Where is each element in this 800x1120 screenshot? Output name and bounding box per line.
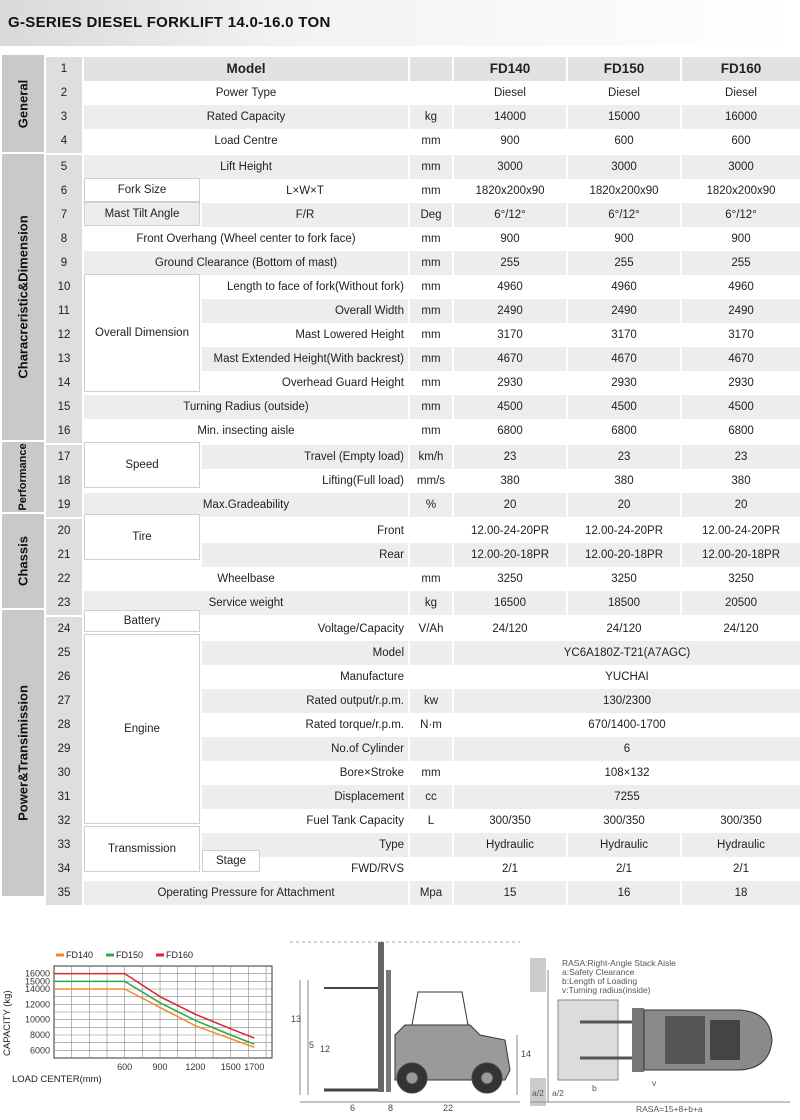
value-fd150: 6800 bbox=[568, 419, 680, 443]
row-number: 22 bbox=[46, 567, 82, 591]
value-fd160: 4960 bbox=[682, 275, 800, 299]
value-fd140: 6°/12° bbox=[454, 203, 566, 227]
legend-label: FD150 bbox=[116, 950, 143, 960]
value-fd150: 16 bbox=[568, 881, 680, 905]
unit-label: mm bbox=[410, 227, 452, 251]
row-number: 11 bbox=[46, 299, 82, 323]
section-characteristic bbox=[2, 154, 44, 440]
section-label: Power&Transimission bbox=[16, 685, 31, 821]
value-fd160: 23 bbox=[682, 445, 800, 469]
group-stage: Stage bbox=[202, 850, 260, 872]
unit-label bbox=[410, 833, 452, 857]
group-tire: Tire bbox=[84, 514, 200, 560]
parameter-label: F/R bbox=[202, 203, 408, 227]
row-number: 23 bbox=[46, 591, 82, 615]
row-number: 24 bbox=[46, 617, 82, 641]
dim-label: v bbox=[652, 1078, 657, 1088]
unit-label bbox=[410, 857, 452, 881]
section-chassis bbox=[2, 514, 44, 608]
value-fd160: 24/120 bbox=[682, 617, 800, 641]
parameter-label: Mast Lowered Height bbox=[202, 323, 408, 347]
unit-label: mm bbox=[410, 419, 452, 443]
value-fd140: 2/1 bbox=[454, 857, 566, 881]
diagram-note: a:Safety Clearance bbox=[562, 967, 635, 977]
parameter-label: Travel (Empty load) bbox=[202, 445, 408, 469]
spec-row bbox=[46, 81, 800, 105]
parameter-label: Model bbox=[202, 641, 408, 665]
row-number: 13 bbox=[46, 347, 82, 371]
dim-label: 8 bbox=[388, 1103, 393, 1113]
row-number: 31 bbox=[46, 785, 82, 809]
value-fd140: 900 bbox=[454, 129, 566, 153]
parameter-label: Displacement bbox=[202, 785, 408, 809]
model-fd160: FD160 bbox=[682, 57, 800, 81]
value-fd160: 4500 bbox=[682, 395, 800, 419]
unit-label bbox=[410, 641, 452, 665]
shared-value: 108×132 bbox=[454, 761, 800, 785]
spec-row bbox=[46, 105, 800, 129]
group-speed: Speed bbox=[84, 442, 200, 488]
section-label: General bbox=[16, 79, 31, 127]
parameter-label: Voltage/Capacity bbox=[202, 617, 408, 641]
y-tick-label: 6000 bbox=[30, 1045, 50, 1055]
row-number: 33 bbox=[46, 833, 82, 857]
unit-label: mm bbox=[410, 395, 452, 419]
parameter-label: Power Type bbox=[84, 81, 408, 105]
value-fd160: 20 bbox=[682, 493, 800, 517]
legend-label: FD140 bbox=[66, 950, 93, 960]
unit-label: kg bbox=[410, 105, 452, 129]
spec-row bbox=[46, 419, 800, 443]
parameter-label: Lift Height bbox=[84, 155, 408, 179]
group-engine: Engine bbox=[84, 634, 200, 824]
value-fd140: 16500 bbox=[454, 591, 566, 615]
value-fd140: 3170 bbox=[454, 323, 566, 347]
value-fd140: 4500 bbox=[454, 395, 566, 419]
value-fd160: 18 bbox=[682, 881, 800, 905]
unit-label: mm/s bbox=[410, 469, 452, 493]
value-fd140: 300/350 bbox=[454, 809, 566, 833]
dim-label: a/2 bbox=[552, 1088, 564, 1098]
row-number: 30 bbox=[46, 761, 82, 785]
value-fd140: 900 bbox=[454, 227, 566, 251]
unit-label: mm bbox=[410, 761, 452, 785]
unit-label bbox=[410, 519, 452, 543]
spec-row bbox=[46, 227, 800, 251]
parameter-label: Fuel Tank Capacity bbox=[202, 809, 408, 833]
value-fd150: 255 bbox=[568, 251, 680, 275]
parameter-label: Rated Capacity bbox=[84, 105, 408, 129]
row-number: 27 bbox=[46, 689, 82, 713]
value-fd160: 6°/12° bbox=[682, 203, 800, 227]
parameter-label: Min. insecting aisle bbox=[84, 419, 408, 443]
value-fd140: 2930 bbox=[454, 371, 566, 395]
row-number: 25 bbox=[46, 641, 82, 665]
parameter-label: Overhead Guard Height bbox=[202, 371, 408, 395]
value-fd150: 4670 bbox=[568, 347, 680, 371]
x-tick-label: 900 bbox=[153, 1062, 168, 1072]
row-number: 6 bbox=[46, 179, 82, 203]
x-tick-label: 1200 bbox=[185, 1062, 205, 1072]
unit-label: Deg bbox=[410, 203, 452, 227]
row-number: 18 bbox=[46, 469, 82, 493]
value-fd140: Diesel bbox=[454, 81, 566, 105]
parameter-label: Turning Radius (outside) bbox=[84, 395, 408, 419]
unit-label: L bbox=[410, 809, 452, 833]
unit-label: N·m bbox=[410, 713, 452, 737]
value-fd160: 3000 bbox=[682, 155, 800, 179]
row-number: 9 bbox=[46, 251, 82, 275]
value-fd160: 600 bbox=[682, 129, 800, 153]
value-fd150: 3170 bbox=[568, 323, 680, 347]
row-number: 3 bbox=[46, 105, 82, 129]
y-tick-label: 16000 bbox=[25, 969, 50, 979]
parameter-label: L×W×T bbox=[202, 179, 408, 203]
y-tick-label: 15000 bbox=[25, 976, 50, 986]
value-fd160: 1820x200x90 bbox=[682, 179, 800, 203]
title-bar bbox=[0, 0, 800, 46]
value-fd150: 6°/12° bbox=[568, 203, 680, 227]
spec-row bbox=[46, 567, 800, 591]
diagram-note: v:Turning radius(inside) bbox=[562, 985, 651, 995]
parameter-label: Front Overhang (Wheel center to fork face) bbox=[84, 227, 408, 251]
legend-label: FD160 bbox=[166, 950, 193, 960]
value-fd160: 3250 bbox=[682, 567, 800, 591]
unit-label: cc bbox=[410, 785, 452, 809]
spec-row bbox=[46, 395, 800, 419]
dim-label: 13 bbox=[291, 1014, 301, 1024]
value-fd150: 24/120 bbox=[568, 617, 680, 641]
value-fd150: 15000 bbox=[568, 105, 680, 129]
row-number: 20 bbox=[46, 519, 82, 543]
value-fd140: 255 bbox=[454, 251, 566, 275]
parameter-label: Front bbox=[202, 519, 408, 543]
row-number: 2 bbox=[46, 81, 82, 105]
value-fd140: 15 bbox=[454, 881, 566, 905]
unit-label: mm bbox=[410, 155, 452, 179]
unit-label bbox=[410, 737, 452, 761]
row-number: 28 bbox=[46, 713, 82, 737]
row-number: 32 bbox=[46, 809, 82, 833]
unit-label: mm bbox=[410, 251, 452, 275]
value-fd150: 4960 bbox=[568, 275, 680, 299]
row-number: 12 bbox=[46, 323, 82, 347]
y-axis-label: CAPACITY (kg) bbox=[2, 990, 13, 1056]
value-fd160: 4670 bbox=[682, 347, 800, 371]
row-number: 16 bbox=[46, 419, 82, 443]
x-tick-label: 1700 bbox=[244, 1062, 264, 1072]
unit-label: mm bbox=[410, 179, 452, 203]
forklift-side-view bbox=[290, 942, 520, 1102]
value-fd160: 12.00-24-20PR bbox=[682, 519, 800, 543]
spec-row bbox=[46, 881, 800, 905]
row-number: 35 bbox=[46, 881, 82, 905]
parameter-label: Rated output/r.p.m. bbox=[202, 689, 408, 713]
value-fd140: 23 bbox=[454, 445, 566, 469]
value-fd140: 4960 bbox=[454, 275, 566, 299]
value-fd140: 4670 bbox=[454, 347, 566, 371]
shared-value: YC6A180Z-T21(A7AGC) bbox=[454, 641, 800, 665]
row-number: 34 bbox=[46, 857, 82, 881]
value-fd150: 3250 bbox=[568, 567, 680, 591]
row-number: 29 bbox=[46, 737, 82, 761]
value-fd150: 4500 bbox=[568, 395, 680, 419]
row-number: 10 bbox=[46, 275, 82, 299]
row-number: 19 bbox=[46, 493, 82, 517]
parameter-label: Mast Extended Height(With backrest) bbox=[202, 347, 408, 371]
value-fd150: 3000 bbox=[568, 155, 680, 179]
row-number: 4 bbox=[46, 129, 82, 153]
section-general bbox=[2, 55, 44, 152]
dim-label: 6 bbox=[350, 1103, 355, 1113]
value-fd160: 12.00-20-18PR bbox=[682, 543, 800, 567]
dim-label: b bbox=[592, 1083, 597, 1093]
dim-label: 22 bbox=[443, 1103, 453, 1113]
rasa-formula: RASA=15+8+b+a bbox=[636, 1104, 703, 1114]
value-fd150: 20 bbox=[568, 493, 680, 517]
parameter-label: Length to face of fork(Without fork) bbox=[202, 275, 408, 299]
dim-label: a/2 bbox=[532, 1088, 544, 1098]
value-fd160: 2930 bbox=[682, 371, 800, 395]
parameter-label: Ground Clearance (Bottom of mast) bbox=[84, 251, 408, 275]
row-number: 21 bbox=[46, 543, 82, 567]
bottom-figures bbox=[0, 930, 800, 1115]
unit-label: kg bbox=[410, 591, 452, 615]
value-fd140: 12.00-24-20PR bbox=[454, 519, 566, 543]
row-number: 5 bbox=[46, 155, 82, 179]
value-fd150: Diesel bbox=[568, 81, 680, 105]
unit-label: mm bbox=[410, 371, 452, 395]
parameter-label: FWD/RVS bbox=[262, 857, 408, 881]
figures-svg bbox=[0, 930, 800, 1115]
model-fd150: FD150 bbox=[568, 57, 680, 81]
parameter-label: Wheelbase bbox=[84, 567, 408, 591]
header-unit-cell bbox=[410, 57, 452, 81]
row-number: 1 bbox=[46, 57, 82, 81]
section-label: Performance bbox=[17, 443, 29, 510]
value-fd150: 2930 bbox=[568, 371, 680, 395]
group-transmission: Transmission bbox=[84, 826, 200, 872]
x-axis-label: LOAD CENTER(mm) bbox=[12, 1074, 102, 1085]
shared-value: YUCHAI bbox=[454, 665, 800, 689]
unit-label: mm bbox=[410, 323, 452, 347]
capacity-chart bbox=[2, 950, 272, 1085]
parameter-label: Max.Gradeability bbox=[84, 493, 408, 517]
value-fd140: 12.00-20-18PR bbox=[454, 543, 566, 567]
unit-label: mm bbox=[410, 347, 452, 371]
shared-value: 6 bbox=[454, 737, 800, 761]
row-number: 14 bbox=[46, 371, 82, 395]
shared-value: 130/2300 bbox=[454, 689, 800, 713]
dim-label: 5 bbox=[309, 1040, 314, 1050]
parameter-label: Service weight bbox=[84, 591, 408, 615]
value-fd140: 3000 bbox=[454, 155, 566, 179]
unit-label: kw bbox=[410, 689, 452, 713]
value-fd140: Hydraulic bbox=[454, 833, 566, 857]
value-fd140: 24/120 bbox=[454, 617, 566, 641]
value-fd150: Hydraulic bbox=[568, 833, 680, 857]
value-fd160: 16000 bbox=[682, 105, 800, 129]
spec-row bbox=[46, 129, 800, 153]
value-fd160: 380 bbox=[682, 469, 800, 493]
parameter-label: Operating Pressure for Attachment bbox=[84, 881, 408, 905]
value-fd150: 600 bbox=[568, 129, 680, 153]
unit-label: mm bbox=[410, 299, 452, 323]
row-number: 8 bbox=[46, 227, 82, 251]
diagram-note: b:Length of Loading bbox=[562, 976, 637, 986]
unit-label: km/h bbox=[410, 445, 452, 469]
row-number: 17 bbox=[46, 445, 82, 469]
spec-row bbox=[46, 155, 800, 179]
value-fd160: 300/350 bbox=[682, 809, 800, 833]
value-fd150: 380 bbox=[568, 469, 680, 493]
value-fd140: 1820x200x90 bbox=[454, 179, 566, 203]
y-tick-label: 12000 bbox=[25, 999, 50, 1009]
value-fd160: 2/1 bbox=[682, 857, 800, 881]
value-fd150: 1820x200x90 bbox=[568, 179, 680, 203]
row-number: 26 bbox=[46, 665, 82, 689]
value-fd160: 255 bbox=[682, 251, 800, 275]
value-fd150: 12.00-24-20PR bbox=[568, 519, 680, 543]
group-fork-size: Fork Size bbox=[84, 178, 200, 202]
section-label: Chassis bbox=[16, 536, 31, 586]
section-performance bbox=[2, 442, 44, 512]
value-fd160: 2490 bbox=[682, 299, 800, 323]
dim-label: 14 bbox=[521, 1049, 531, 1059]
parameter-label: Lifting(Full load) bbox=[202, 469, 408, 493]
value-fd160: 3170 bbox=[682, 323, 800, 347]
y-tick-label: 10000 bbox=[25, 1015, 50, 1025]
unit-label bbox=[410, 81, 452, 105]
model-fd140: FD140 bbox=[454, 57, 566, 81]
value-fd140: 380 bbox=[454, 469, 566, 493]
unit-label: mm bbox=[410, 129, 452, 153]
value-fd150: 2490 bbox=[568, 299, 680, 323]
value-fd150: 2/1 bbox=[568, 857, 680, 881]
parameter-label: Bore×Stroke bbox=[202, 761, 408, 785]
row-number: 7 bbox=[46, 203, 82, 227]
value-fd150: 300/350 bbox=[568, 809, 680, 833]
value-fd160: 20500 bbox=[682, 591, 800, 615]
value-fd140: 20 bbox=[454, 493, 566, 517]
y-tick-label: 14000 bbox=[25, 984, 50, 994]
group-overall-dimension: Overall Dimension bbox=[84, 274, 200, 392]
parameter-label: No.of Cylinder bbox=[202, 737, 408, 761]
header-label: Model bbox=[84, 57, 408, 81]
spec-row bbox=[46, 251, 800, 275]
section-label: Characreristic&Dimension bbox=[16, 215, 31, 378]
value-fd160: Hydraulic bbox=[682, 833, 800, 857]
parameter-label: Manufacture bbox=[202, 665, 408, 689]
unit-label bbox=[410, 665, 452, 689]
unit-label: mm bbox=[410, 275, 452, 299]
value-fd140: 14000 bbox=[454, 105, 566, 129]
unit-label: mm bbox=[410, 567, 452, 591]
unit-label bbox=[410, 543, 452, 567]
header-row bbox=[46, 57, 800, 81]
value-fd140: 6800 bbox=[454, 419, 566, 443]
unit-label: Mpa bbox=[410, 881, 452, 905]
value-fd140: 2490 bbox=[454, 299, 566, 323]
parameter-label: Overall Width bbox=[202, 299, 408, 323]
unit-label: V/Ah bbox=[410, 617, 452, 641]
value-fd140: 3250 bbox=[454, 567, 566, 591]
x-tick-label: 600 bbox=[117, 1062, 132, 1072]
value-fd160: Diesel bbox=[682, 81, 800, 105]
value-fd160: 900 bbox=[682, 227, 800, 251]
unit-label: % bbox=[410, 493, 452, 517]
shared-value: 670/1400-1700 bbox=[454, 713, 800, 737]
dim-label: 12 bbox=[320, 1044, 330, 1054]
x-tick-label: 1500 bbox=[221, 1062, 241, 1072]
page-title: G-SERIES DIESEL FORKLIFT 14.0-16.0 TON bbox=[8, 14, 331, 31]
diagram-note: RASA:Right-Angle Stack Aisle bbox=[562, 958, 676, 968]
value-fd160: 6800 bbox=[682, 419, 800, 443]
group-mast-tilt: Mast Tilt Angle bbox=[84, 202, 200, 226]
y-tick-label: 8000 bbox=[30, 1030, 50, 1040]
parameter-label: Rear bbox=[202, 543, 408, 567]
section-power bbox=[2, 610, 44, 896]
parameter-label: Load Centre bbox=[84, 129, 408, 153]
parameter-label: Rated torque/r.p.m. bbox=[202, 713, 408, 737]
value-fd150: 23 bbox=[568, 445, 680, 469]
parameter-label: Type bbox=[202, 833, 408, 857]
group-battery: Battery bbox=[84, 610, 200, 632]
value-fd150: 12.00-20-18PR bbox=[568, 543, 680, 567]
value-fd150: 18500 bbox=[568, 591, 680, 615]
row-number: 15 bbox=[46, 395, 82, 419]
shared-value: 7255 bbox=[454, 785, 800, 809]
value-fd150: 900 bbox=[568, 227, 680, 251]
